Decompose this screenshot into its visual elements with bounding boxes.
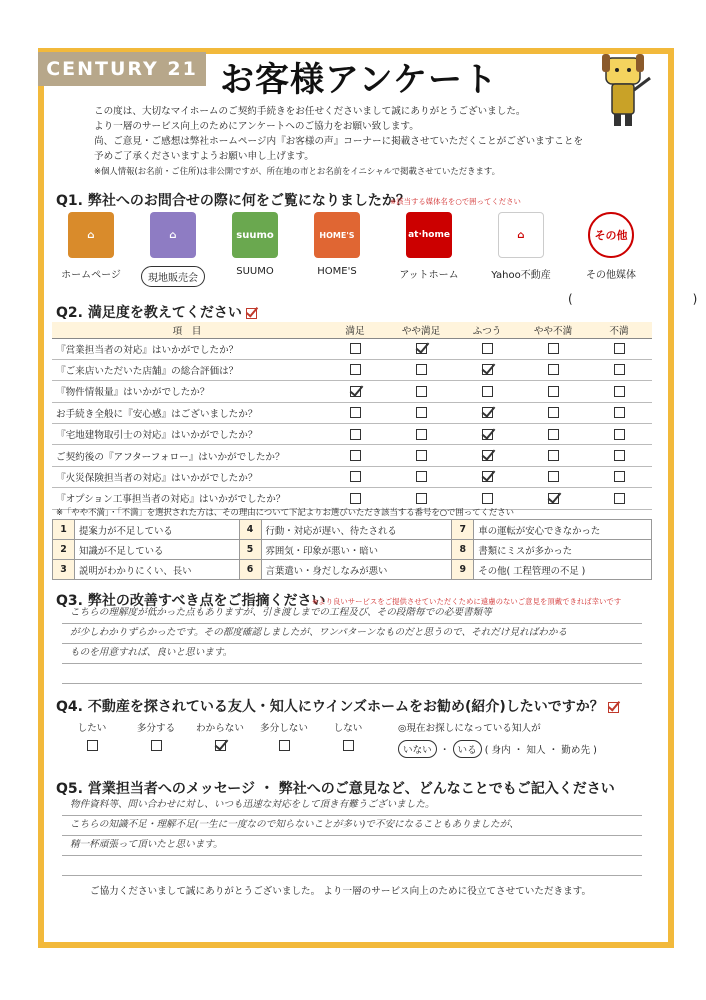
rating-cell (586, 381, 652, 402)
rating-cell (520, 445, 586, 466)
q4-heading (56, 696, 619, 716)
satisfaction-rows (52, 338, 652, 509)
question-text: 『物件情報量』はいかがでしたか？ (52, 381, 322, 402)
checkbox[interactable] (416, 386, 427, 397)
rating-cell (454, 466, 520, 487)
rating-cell (586, 338, 652, 359)
reason-row (53, 540, 652, 560)
checked-mark-icon (608, 702, 619, 713)
athome-icon: at·home (406, 212, 452, 258)
option-no[interactable] (316, 720, 380, 751)
checkbox[interactable] (614, 450, 625, 461)
checkbox[interactable] (350, 343, 361, 354)
checkbox[interactable] (614, 364, 625, 375)
acquaintance-type: ( 身内 ・ 知人 ・ 勤め先 ) (484, 745, 597, 756)
question-text: ご契約後の『アフターフォロー』はいかがでしたか？ (52, 445, 322, 466)
question-text: 『営業担当者の対応』はいかがでしたか？ (52, 338, 322, 359)
checkbox[interactable] (614, 407, 625, 418)
reason-number[interactable]: 9 (452, 560, 474, 580)
reason-text[interactable]: 説明がわかりにくい、長い (75, 560, 240, 580)
q5-answer[interactable] (62, 796, 642, 876)
century21-logo: CENTURY 21 (38, 52, 206, 86)
checkbox[interactable] (87, 740, 98, 751)
reason-text[interactable]: その他( 工程管理の不足 ) (474, 560, 652, 580)
media-homes[interactable] (296, 212, 378, 277)
reason-number[interactable]: 7 (452, 520, 474, 540)
reason-text[interactable]: 言葉遣い・身だしなみが悪い (261, 560, 452, 580)
table-row (52, 338, 652, 359)
answer-line: こちらの知識不足・理解不足(一生に一度なので知らないことが多い)で不安になることもありましたが、 (62, 816, 642, 836)
rating-cell (322, 445, 388, 466)
media-homepage[interactable] (50, 212, 132, 281)
option-probably[interactable] (124, 720, 188, 751)
checkbox[interactable] (548, 343, 559, 354)
reason-row (53, 560, 652, 580)
reason-text[interactable]: 行動・対応が遅い、待たされる (261, 520, 452, 540)
answer-line: 精一杯頑張って頂いたと思います。 (62, 836, 642, 856)
rating-cell (520, 424, 586, 445)
checkbox[interactable] (416, 450, 427, 461)
checkbox[interactable] (482, 343, 493, 354)
rating-cell (388, 381, 454, 402)
answer-line: が少しわかりずらかったです。その都度確認しましたが、ワンパターンなものだと思うので、それだけ見ればわかる (62, 624, 642, 644)
table-row (52, 466, 652, 487)
checkbox[interactable] (548, 429, 559, 440)
checkbox[interactable] (343, 740, 354, 751)
reason-note: ※「やや不満」・「不満」を選択された方は、その理由について下記よりお選びいただき該当する番号を○で囲ってください (56, 507, 515, 517)
reason-number[interactable]: 1 (53, 520, 75, 540)
media-other[interactable] (570, 212, 652, 281)
reason-number[interactable]: 2 (53, 540, 75, 560)
option-unsure[interactable] (188, 720, 252, 751)
checked-mark-icon (246, 308, 257, 319)
satisfaction-table (52, 322, 652, 510)
q5-heading: Q5. 営業担当者へのメッセージ ・ 弊社へのご意見など、どんなことでもご記入ください (56, 781, 615, 797)
rating-cell (388, 424, 454, 445)
answer-line (62, 664, 642, 684)
suumo-icon: suumo (232, 212, 278, 258)
rating-cell (388, 338, 454, 359)
checkbox[interactable] (548, 471, 559, 482)
checkbox[interactable] (548, 364, 559, 375)
question-text: お手続き全般に『安心感』はございましたか？ (52, 402, 322, 423)
privacy-note: ※個人情報(お名前・ご住所)は非公開ですが、所在地の市とお名前をイニシャルで掲載させていただきます。 (94, 166, 500, 176)
media-suumo[interactable] (214, 212, 296, 277)
option-some[interactable]: いる (453, 740, 482, 758)
checkbox[interactable] (151, 740, 162, 751)
checkbox-checked[interactable] (548, 493, 559, 504)
rating-cell (454, 424, 520, 445)
checkbox-checked[interactable] (215, 740, 226, 751)
rating-cell (454, 445, 520, 466)
option-yes[interactable] (60, 720, 124, 751)
option-label: しない (333, 723, 363, 734)
q3-answer[interactable] (62, 604, 642, 684)
media-label: Yahoo不動産 (491, 270, 551, 281)
open-house-icon: ⌂ (150, 212, 196, 258)
rating-cell (388, 359, 454, 380)
checkbox[interactable] (416, 364, 427, 375)
answer-line: こちらの理解度が低かった点もありますが、引き渡しまでの工程及び、その段階毎での必要書類等 (62, 604, 642, 624)
q3-note: ※より良いサービスをご提供させていただくために遠慮のないご意見を頂戴できれば幸いです (312, 597, 622, 606)
rating-cell (388, 466, 454, 487)
intro-line: 予めご了承くださいますようお願い申し上げます。 (94, 151, 314, 162)
rating-cell (322, 466, 388, 487)
option-label: 多分する (136, 723, 176, 734)
rating-cell (322, 338, 388, 359)
rating-cell (520, 402, 586, 423)
question-text: 『宅地建物取引士の対応』はいかがでしたか？ (52, 424, 322, 445)
reasons-table (52, 519, 652, 580)
reason-text[interactable]: 車の運転が安心できなかった (474, 520, 652, 540)
rating-cell (454, 381, 520, 402)
checkbox[interactable] (614, 386, 625, 397)
q4-heading-text: Q4. 不動産を探されている友人・知人にウインズホームをお勧め(紹介)したいですか？ (56, 699, 604, 715)
reason-number[interactable]: 4 (239, 520, 261, 540)
media-label: ホームページ (61, 270, 121, 281)
checkbox[interactable] (416, 471, 427, 482)
checkbox-checked[interactable] (350, 386, 361, 397)
question-text: 『オプション工事担当者の対応』はいかがでしたか？ (52, 488, 322, 509)
q1-note: ※該当する媒体名を○で囲ってください (390, 197, 521, 206)
checkbox-checked[interactable] (482, 407, 493, 418)
checkbox[interactable] (279, 740, 290, 751)
rating-cell (520, 381, 586, 402)
media-label-circled: 現地販売会 (141, 266, 205, 287)
reason-text[interactable]: 雰囲気・印象が悪い・暗い (261, 540, 452, 560)
rating-cell (322, 381, 388, 402)
q3-heading: Q3. 弊社の改善すべき点をご指摘ください (56, 593, 326, 609)
checkbox-checked[interactable] (482, 429, 493, 440)
checkbox[interactable] (416, 407, 427, 418)
table-header (52, 322, 652, 338)
checkbox-checked[interactable] (416, 343, 427, 354)
yahoo-icon: ⌂ (498, 212, 544, 258)
answer-line (62, 856, 642, 876)
rating-cell (586, 488, 652, 509)
recommend-options (60, 720, 380, 756)
checkbox[interactable] (350, 471, 361, 482)
homes-icon: HOME'S (314, 212, 360, 258)
rating-cell (586, 424, 652, 445)
option-label: 多分しない (260, 723, 308, 734)
rating-cell (586, 466, 652, 487)
rating-cell (586, 402, 652, 423)
checkbox[interactable] (482, 386, 493, 397)
column-header: 項 目 (52, 322, 322, 338)
question-text: 『火災保険担当者の対応』はいかがでしたか？ (52, 466, 322, 487)
rating-cell (586, 359, 652, 380)
table-row (52, 381, 652, 402)
q2-heading (56, 302, 257, 322)
q2-heading-text: Q2. 満足度を教えてください (56, 305, 242, 321)
reason-number[interactable]: 6 (239, 560, 261, 580)
media-yahoo[interactable] (480, 212, 562, 281)
answer-line: ものを用意すれば、良いと思います。 (62, 644, 642, 664)
reason-number[interactable]: 5 (239, 540, 261, 560)
table-row (52, 445, 652, 466)
reason-text[interactable]: 書類にミスが多かった (474, 540, 652, 560)
rating-cell (520, 466, 586, 487)
other-icon: その他 (588, 212, 634, 258)
checkbox[interactable] (614, 493, 625, 504)
rating-cell (322, 424, 388, 445)
media-label: HOME'S (317, 266, 357, 277)
rating-cell (322, 359, 388, 380)
checkbox[interactable] (548, 450, 559, 461)
rating-cell (388, 445, 454, 466)
option-probably-not[interactable] (252, 720, 316, 751)
reason-text[interactable]: 知識が不足している (75, 540, 240, 560)
acquaintance-search (398, 720, 597, 758)
checkbox[interactable] (548, 386, 559, 397)
table-row (52, 359, 652, 380)
rating-cell (322, 402, 388, 423)
intro-line: 尚、ご意見・ご感想は弊社ホームページ内『お客様の声』コーナーに掲載させていただくことがございますことを (94, 136, 584, 147)
checkbox-checked[interactable] (482, 471, 493, 482)
checkbox[interactable] (350, 450, 361, 461)
footer-thanks: ご協力くださいまして誠にありがとうございました。 より一層のサービス向上のために役立てさせていただきます。 (90, 886, 592, 897)
media-label: その他媒体 (586, 270, 636, 281)
media-label: アットホーム (399, 270, 459, 281)
intro-line: より一層のサービス向上のためにアンケートへのご協力をお願い致します。 (94, 121, 419, 132)
reason-number[interactable]: 3 (53, 560, 75, 580)
checkbox[interactable] (350, 407, 361, 418)
checkbox[interactable] (548, 407, 559, 418)
homepage-icon: ⌂ (68, 212, 114, 258)
reason-row (53, 520, 652, 540)
rating-cell (520, 338, 586, 359)
page-title: お客様アンケート (220, 60, 498, 100)
checkbox[interactable] (614, 343, 625, 354)
checkbox[interactable] (350, 429, 361, 440)
media-athome[interactable] (388, 212, 470, 281)
checkbox[interactable] (614, 429, 625, 440)
acquaintance-title: ◎現在お探しになっている知人が (398, 723, 541, 734)
checkbox[interactable] (350, 493, 361, 504)
checkbox-checked[interactable] (482, 364, 493, 375)
table-row (52, 424, 652, 445)
other-media-blank[interactable]: ( ) (568, 292, 698, 306)
checkbox-checked[interactable] (482, 450, 493, 461)
reason-number[interactable]: 8 (452, 540, 474, 560)
intro-line: この度は、大切なマイホームのご契約手続きをお任せくださいまして誠にありがとうございました。 (94, 106, 526, 117)
answer-line: 物件資料等、問い合わせに対し、いつも迅速な対応をして頂き有難うございました。 (62, 796, 642, 816)
column-header: 不満 (586, 322, 652, 338)
rating-cell (454, 338, 520, 359)
checkbox[interactable] (614, 471, 625, 482)
media-open-house[interactable] (132, 212, 214, 287)
option-label: したい (77, 723, 107, 734)
column-header: やや満足 (388, 322, 454, 338)
intro-text (94, 104, 634, 179)
rating-cell (454, 402, 520, 423)
reason-text[interactable]: 提案力が不足している (75, 520, 240, 540)
checkbox[interactable] (416, 429, 427, 440)
column-header: やや不満 (520, 322, 586, 338)
column-header: 満足 (322, 322, 388, 338)
question-text: 『ご来店いただいた店舗』の総合評価は？ (52, 359, 322, 380)
rating-cell (388, 402, 454, 423)
rating-cell (586, 445, 652, 466)
media-options (50, 212, 650, 292)
rating-cell (454, 359, 520, 380)
option-label: わからない (196, 723, 244, 734)
checkbox[interactable] (482, 493, 493, 504)
checkbox[interactable] (350, 364, 361, 375)
column-header: ふつう (454, 322, 520, 338)
checkbox[interactable] (416, 493, 427, 504)
separator: ・ (439, 745, 450, 756)
table-row (52, 402, 652, 423)
rating-cell (520, 359, 586, 380)
rating-cell (520, 488, 586, 509)
q1-heading: Q1. 弊社へのお問合せの際に何をご覧になりましたか？ (56, 193, 410, 209)
option-none-circled[interactable]: いない (398, 740, 437, 758)
media-label: SUUMO (236, 266, 274, 277)
